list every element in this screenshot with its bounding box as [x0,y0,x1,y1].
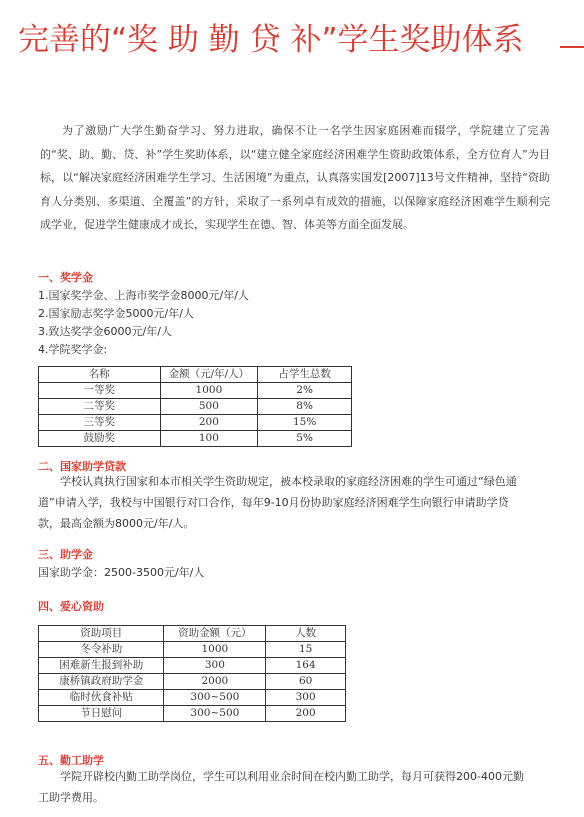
section-heading-work: 五、勤工助学 [38,754,104,767]
scholarship-table [38,366,352,447]
column-header: 资助金额（元） [164,626,266,642]
table-row [39,706,346,722]
table-header-row [39,626,346,642]
table-cell: 500 [160,399,258,415]
section-heading-grant: 三、助学金 [38,548,93,561]
table-row [39,690,346,706]
scholarship-item: 2.国家励志奖学金5000元/年/人 [38,307,194,320]
table-cell: 1000 [164,642,266,658]
table-cell: 2000 [164,674,266,690]
table-cell: 8% [258,399,352,415]
table-cell: 300~500 [164,706,266,722]
table-cell: 200 [160,415,258,431]
table-cell: 164 [266,658,346,674]
table-cell: 康桥镇政府助学金 [39,674,164,690]
table-cell: 100 [160,431,258,447]
table-cell: 三等奖 [39,415,161,431]
table-cell: 鼓励奖 [39,431,161,447]
table-row [39,674,346,690]
section-heading-aid: 四、爱心资助 [38,600,104,613]
table-row [39,642,346,658]
table-cell: 2% [258,383,352,399]
title-rule [560,46,584,48]
column-header: 资助项目 [39,626,164,642]
work-paragraph: 学院开辟校内勤工助学岗位，学生可以利用业余时间在校内勤工助学，每月可获得200-400元勤工助学费用。 [38,770,524,804]
column-header: 名称 [39,367,161,383]
grant-text: 国家助学金：2500-3500元/年/人 [38,566,205,579]
table-row [39,383,352,399]
table-cell: 300~500 [164,690,266,706]
loan-paragraph: 学校认真执行国家和本市相关学生资助规定，被本校录取的家庭经济困难的学生可通过“绿色通道”申请入学，我校与中国银行对口合作，每年9-10月份协助家庭经济困难学生向银行申请助学贷款，最高金额为8000元/年/人。 [38,475,517,530]
page-title: 完善的“奖 助 勤 贷 补”学生奖助体系 [18,22,524,58]
column-header: 人数 [266,626,346,642]
table-cell: 60 [266,674,346,690]
table-cell: 节日慰问 [39,706,164,722]
table-cell: 300 [164,658,266,674]
table-cell: 临时伙食补贴 [39,690,164,706]
column-header: 占学生总数 [258,367,352,383]
table-cell: 5% [258,431,352,447]
scholarship-item: 3.致达奖学金6000元/年/人 [38,325,172,338]
table-header-row [39,367,352,383]
table-cell: 冬令补助 [39,642,164,658]
scholarship-item: 4.学院奖学金: [38,343,108,356]
column-header: 金额（元/年/人） [160,367,258,383]
aid-table [38,625,346,722]
table-row [39,415,352,431]
table-cell: 200 [266,706,346,722]
table-row [39,431,352,447]
table-row [39,658,346,674]
section-heading-loan: 二、国家助学贷款 [38,460,126,473]
table-cell: 15% [258,415,352,431]
table-cell: 二等奖 [39,399,161,415]
table-cell: 困难新生报到补助 [39,658,164,674]
section-heading-scholarship: 一、奖学金 [38,271,93,284]
table-cell: 1000 [160,383,258,399]
table-cell: 一等奖 [39,383,161,399]
scholarship-item: 1.国家奖学金、上海市奖学金8000元/年/人 [38,289,249,302]
table-cell: 15 [266,642,346,658]
table-row [39,399,352,415]
intro-paragraph: 为了激励广大学生勤奋学习、努力进取，确保不让一名学生因家庭困难而辍学，学院建立了完善的“奖、助、勤、贷、补”学生奖助体系，以“建立健全家庭经济困难学生资助政策体系，全方位育人”为目标，以“解决家庭经济困难学生学习、生活困境”为重点，认真落实国发[2007]13号文件精神，坚持“资助育人分类别、多渠道、全覆盖”的方针，采取了一系列卓有成效的措施，以保障家庭经济困难学生顺利完成学业，促进学生健康成才成长，实现学生在德、智、体美等方面全面发展。 [40,124,550,232]
table-cell: 300 [266,690,346,706]
